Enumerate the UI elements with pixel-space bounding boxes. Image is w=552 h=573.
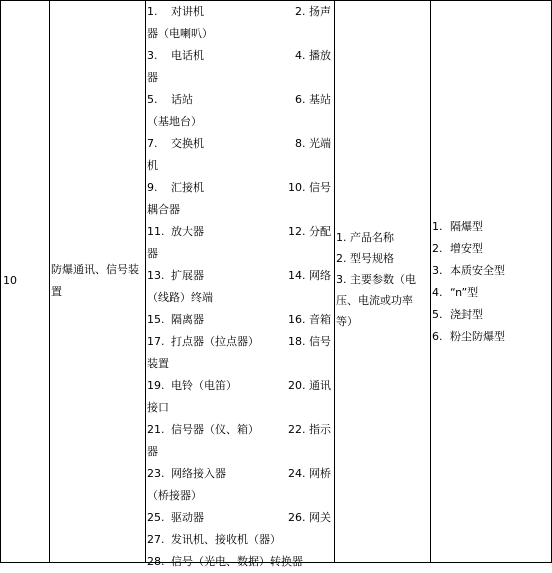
product-name: 发讯机、接收机（器）	[171, 533, 281, 546]
product-item	[147, 45, 331, 67]
info-item: 1. 产品名称	[336, 231, 394, 244]
product-name: 驱动器	[171, 511, 204, 524]
product-name-continuation: 接口	[147, 401, 169, 414]
product-number: 3.	[147, 49, 158, 62]
explosion-type-number: 5.	[432, 308, 443, 321]
product-item	[147, 529, 331, 551]
column-divider	[430, 0, 431, 563]
explosion-type-item	[432, 304, 550, 326]
product-name-paired: 14. 网络	[288, 269, 331, 282]
product-item	[147, 133, 331, 155]
column-divider	[145, 0, 146, 563]
explosion-type-list	[432, 216, 550, 348]
explosion-type-name: 浇封型	[450, 308, 483, 321]
product-name-paired: 16. 音箱	[288, 313, 331, 326]
info-list	[336, 227, 428, 332]
product-item	[147, 507, 331, 529]
product-number: 1.	[147, 5, 158, 18]
product-name-continuation: （线路）终端	[147, 291, 213, 304]
product-name: 网络接入器	[171, 467, 226, 480]
product-name-continuation: 器	[147, 71, 158, 84]
product-number: 25.	[147, 511, 165, 524]
product-name: 放大器	[171, 225, 204, 238]
product-number: 28.	[147, 555, 165, 568]
product-number: 17.	[147, 335, 165, 348]
explosion-type-number: 4.	[432, 286, 443, 299]
product-item	[147, 177, 331, 199]
product-name-paired: 4. 播放	[295, 49, 331, 62]
product-name: 隔离器	[171, 313, 204, 326]
product-name-continuation: 器	[147, 247, 158, 260]
explosion-type-item	[432, 326, 550, 348]
product-name-continuation: 耦合器	[147, 203, 180, 216]
product-name: 电话机	[171, 49, 204, 62]
product-number: 11.	[147, 225, 165, 238]
column-divider	[49, 0, 50, 563]
info-item: 3. 主要参数（电压、电流或功率等）	[336, 273, 416, 328]
explosion-type-item	[432, 260, 550, 282]
explosion-type-name: 本质安全型	[450, 264, 505, 277]
explosion-type-number: 2.	[432, 242, 443, 255]
product-number: 21.	[147, 423, 165, 436]
product-number: 15.	[147, 313, 165, 326]
explosion-type-number: 6.	[432, 330, 443, 343]
product-name-paired: 2. 扬声	[295, 5, 331, 18]
product-item	[147, 551, 331, 573]
explosion-type-name: 增安型	[450, 242, 483, 255]
product-name-continuation: （桥接器）	[147, 489, 202, 502]
product-name: 信号器（仪、箱）	[171, 423, 259, 436]
product-name: 扩展器	[171, 269, 204, 282]
product-list	[147, 0, 331, 568]
product-name: 话站	[171, 93, 193, 106]
product-item	[147, 375, 331, 397]
product-name-continuation: 器	[147, 445, 158, 458]
product-name: 信号（光电、数据）转换器	[171, 555, 303, 568]
product-name-paired: 6. 基站	[295, 93, 331, 106]
row-number: 10	[3, 274, 17, 287]
product-name-paired: 24. 网桥	[288, 467, 331, 480]
product-item	[147, 265, 331, 287]
product-name-continuation: 机	[147, 159, 158, 172]
explosion-type-name: “n”型	[450, 286, 479, 299]
product-number: 23.	[147, 467, 165, 480]
explosion-type-item	[432, 282, 550, 304]
explosion-type-number: 1.	[432, 220, 443, 233]
category-name: 防爆通讯、信号装置	[51, 263, 139, 298]
product-name-paired: 10. 信号	[288, 181, 331, 194]
product-name-continuation: 装置	[147, 357, 169, 370]
product-number: 13.	[147, 269, 165, 282]
explosion-type-name: 隔爆型	[450, 220, 483, 233]
explosion-type-name: 粉尘防爆型	[450, 330, 505, 343]
product-item	[147, 221, 331, 243]
product-name-paired: 12. 分配	[288, 225, 331, 238]
product-name-paired: 20. 通讯	[288, 379, 331, 392]
product-name-paired: 26. 网关	[288, 511, 331, 524]
product-name-paired: 8. 光端	[295, 137, 331, 150]
explosion-type-item	[432, 238, 550, 260]
product-item	[147, 89, 331, 111]
table-border-left	[0, 0, 1, 563]
explosion-type-item	[432, 216, 550, 238]
product-name-paired: 22. 指示	[288, 423, 331, 436]
info-item: 2. 型号规格	[336, 252, 394, 265]
product-name-continuation: （基地台）	[147, 115, 202, 128]
product-name-continuation: 器（电喇叭）	[147, 27, 213, 40]
product-number: 9.	[147, 181, 158, 194]
product-number: 7.	[147, 137, 158, 150]
product-name-paired: 18. 信号	[288, 335, 331, 348]
explosion-type-number: 3.	[432, 264, 443, 277]
product-item	[147, 331, 331, 353]
product-name: 对讲机	[171, 5, 204, 18]
product-item	[147, 419, 331, 441]
product-name: 打点器（拉点器）	[171, 335, 259, 348]
product-item	[147, 309, 331, 331]
product-name: 电铃（电笛）	[171, 379, 237, 392]
product-number: 27.	[147, 533, 165, 546]
product-item	[147, 463, 331, 485]
product-number: 5.	[147, 93, 158, 106]
product-number: 19.	[147, 379, 165, 392]
product-name: 交换机	[171, 137, 204, 150]
product-item	[147, 1, 331, 23]
product-name: 汇接机	[171, 181, 204, 194]
column-divider	[334, 0, 335, 563]
